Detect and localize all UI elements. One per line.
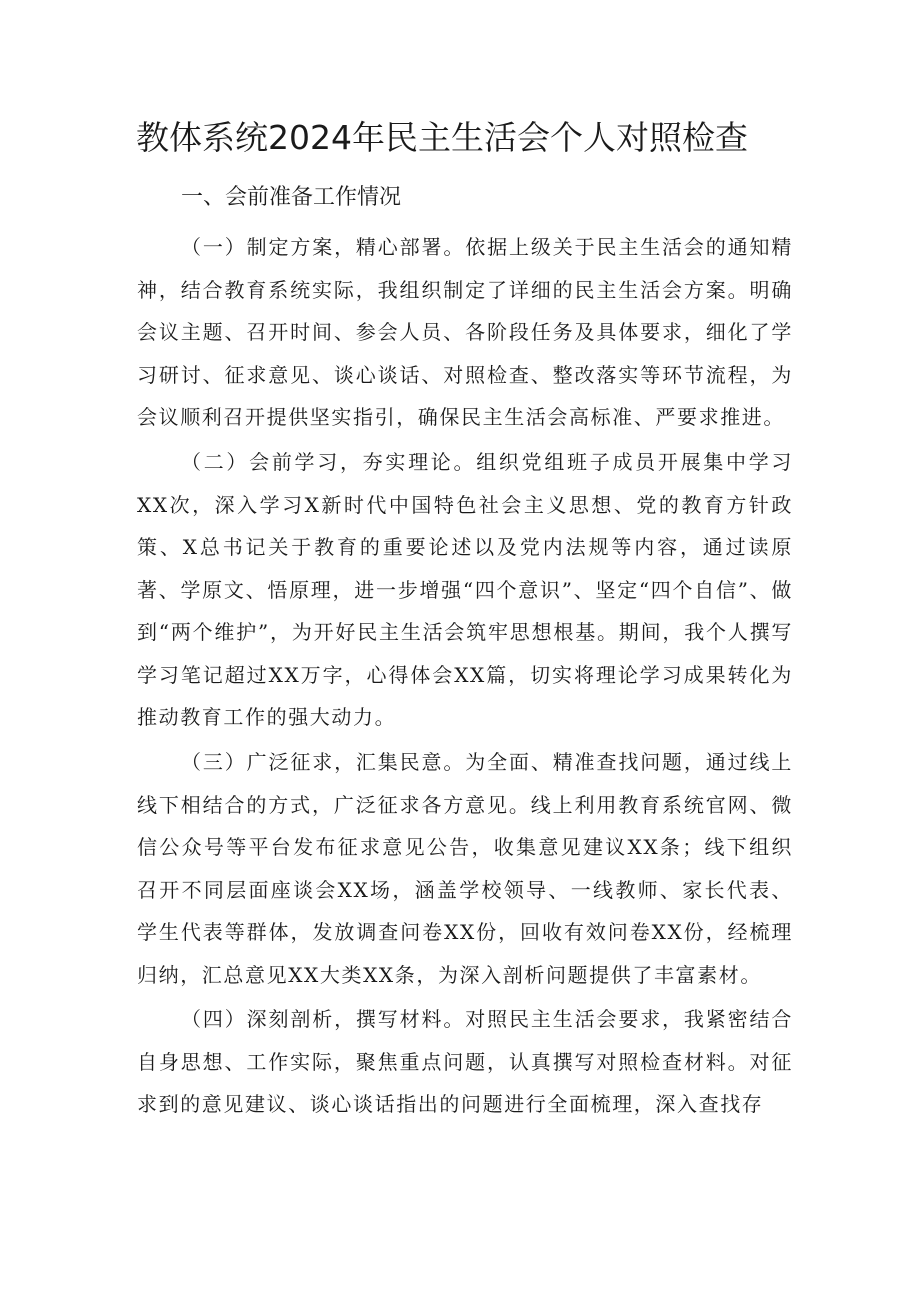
section-heading: 一、会前准备工作情况 xyxy=(181,185,402,210)
paragraph-1: （一）制定方案，精心部署。依据上级关于民主生活会的通知精神，结合教育系统实际，我组织制定了详细的民主生活会方案。明确会议主题、召开时间、参会人员、各阶段任务及具体要求，细化了学习研讨、征求意见、谈心谈话、对照检查、整改落实等环节流程，为会议顺利召开提供坚实指引，确保民主生活会高标准、严要求推进。 xyxy=(137,235,793,429)
paragraph-4: （四）深刻剖析，撰写材料。对照民主生活会要求，我紧密结合自身思想、工作实际，聚焦重点问题，认真撰写对照检查材料。对征求到的意见建议、谈心谈话指出的问题进行全面梳理，深入查找存 xyxy=(137,1007,793,1116)
paragraph-3: （三）广泛征求，汇集民意。为全面、精准查找问题，通过线上线下相结合的方式，广泛征求各方意见。线上利用教育系统官网、微信公众号等平台发布征求意见公告，收集意见建议XX条；线下组织召开不同层面座谈会XX场，涵盖学校领导、一线教师、家长代表、学生代表等群体，发放调查问卷XX份，回收有效问卷XX份，经梳理归纳，汇总意见XX大类XX条，为深入剖析问题提供了丰富素材。 xyxy=(137,750,793,987)
document-title: 教体系统2024年民主生活会个人对照检查 xyxy=(136,118,748,157)
paragraph-2: （二）会前学习，夯实理论。组织党组班子成员开展集中学习XX次，深入学习X新时代中国特色社会主义思想、党的教育方针政策、X总书记关于教育的重要论述以及党内法规等内容，通过读原著、学原文、悟原理，进一步增强“四个意识”、坚定“四个自信”、做到“两个维护”，为开好民主生活会筑牢思想根基。期间，我个人撰写学习笔记超过XX万字，心得体会XX篇，切实将理论学习成果转化为推动教育工作的强大动力。 xyxy=(137,450,793,729)
